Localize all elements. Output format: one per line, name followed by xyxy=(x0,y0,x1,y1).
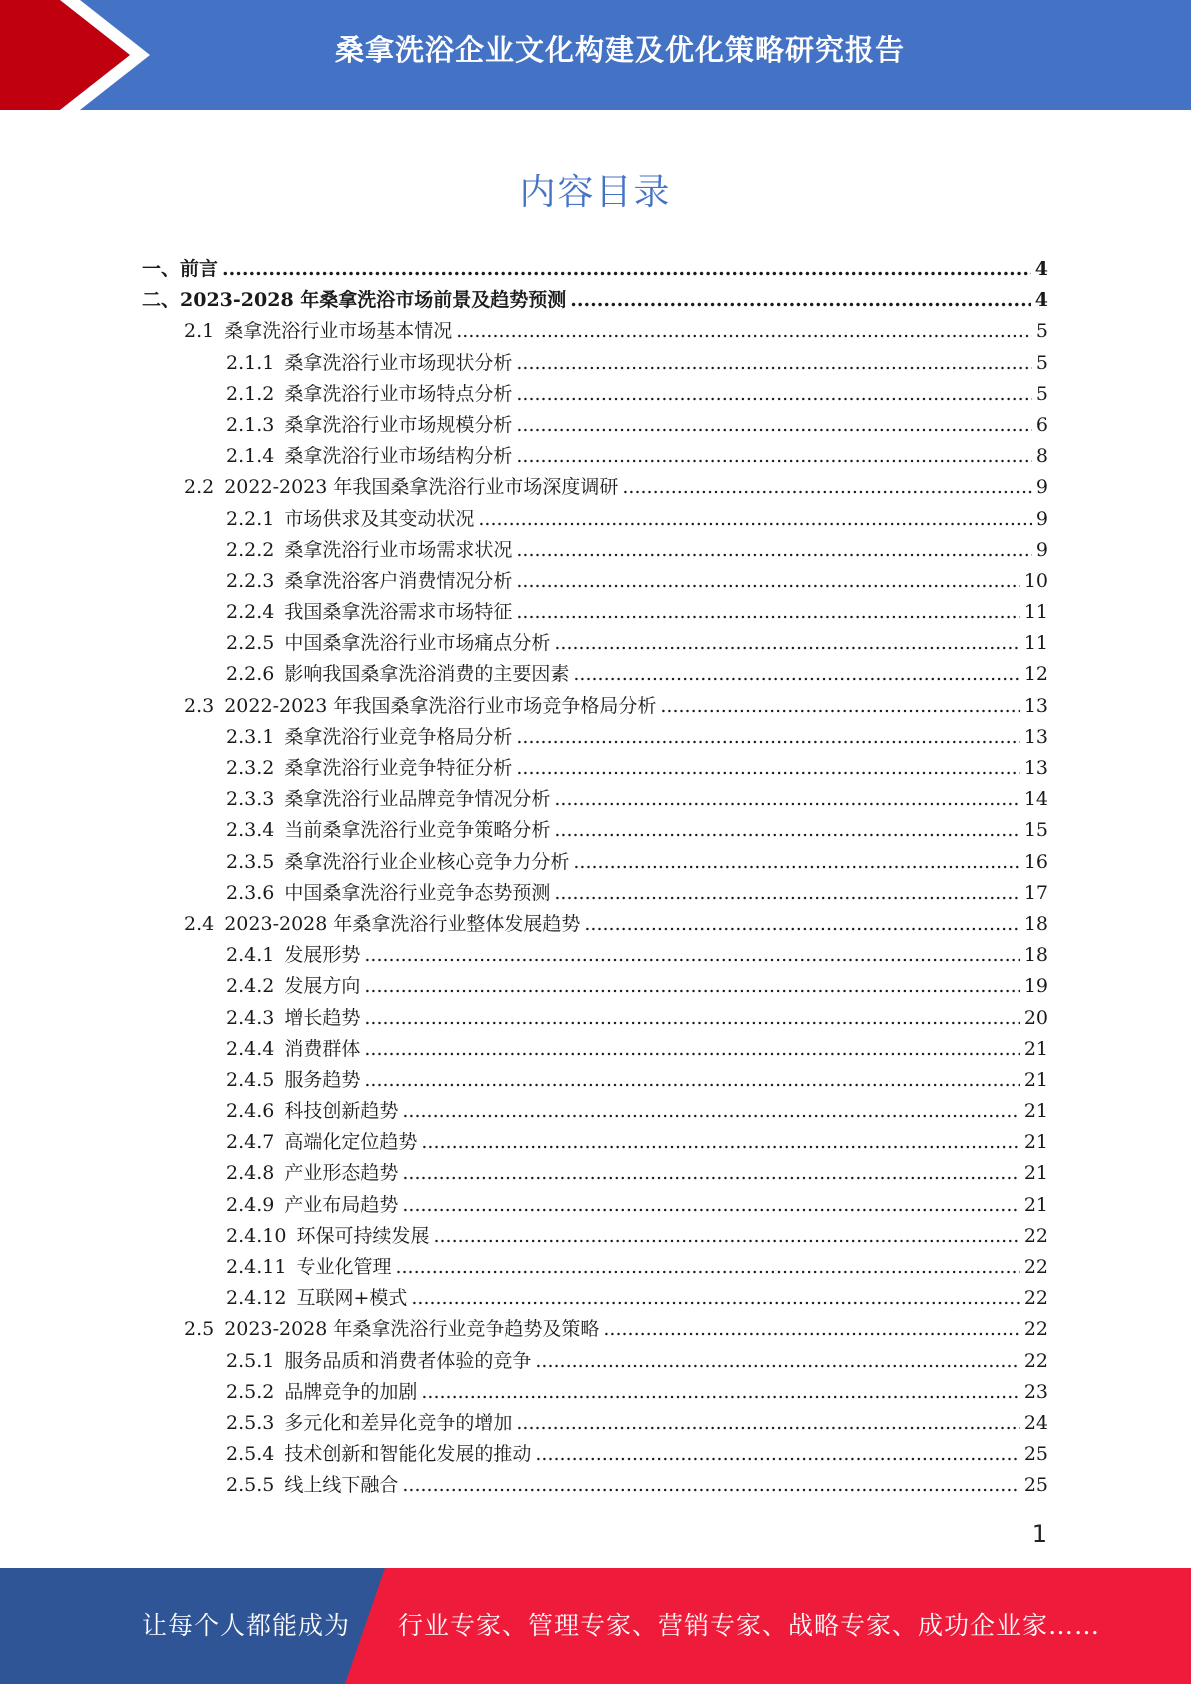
toc-leader-dots xyxy=(402,1190,1019,1221)
header-red-chevron xyxy=(0,0,130,110)
toc-entry[interactable] xyxy=(142,1314,1048,1345)
table-of-contents xyxy=(142,254,1048,1502)
toc-leader-dots xyxy=(554,878,1019,909)
toc-leader-dots xyxy=(554,815,1019,846)
toc-entry-page: 21 xyxy=(1023,1193,1048,1216)
toc-entry-number: 2.2.5 xyxy=(226,632,275,655)
toc-entry-label: 桑拿洗浴行业市场特点分析 xyxy=(284,382,513,405)
toc-leader-dots xyxy=(516,753,1019,784)
toc-entry-page: 25 xyxy=(1023,1474,1048,1497)
toc-entry-number: 2.3.5 xyxy=(226,850,275,873)
toc-entry[interactable] xyxy=(142,847,1048,878)
toc-entry-page: 8 xyxy=(1035,445,1048,468)
toc-entry-number: 2.4.4 xyxy=(226,1037,275,1060)
toc-entry-page: 5 xyxy=(1035,382,1048,405)
toc-entry-number: 2.3.4 xyxy=(226,819,275,842)
toc-entry-number: 2.1 xyxy=(184,320,215,343)
toc-leader-dots xyxy=(584,909,1019,940)
toc-entry-page: 21 xyxy=(1023,1162,1048,1185)
toc-entry-label: 技术创新和智能化发展的推动 xyxy=(284,1443,532,1466)
toc-entry-label: 消费群体 xyxy=(284,1037,361,1060)
toc-entry[interactable] xyxy=(142,784,1048,815)
toc-leader-dots xyxy=(402,1470,1019,1501)
toc-entry-page: 22 xyxy=(1023,1256,1048,1278)
toc-entry-number: 2.4.8 xyxy=(226,1162,275,1185)
toc-leader-dots xyxy=(516,597,1019,628)
toc-leader-dots xyxy=(516,722,1019,753)
toc-entry-page: 21 xyxy=(1023,1131,1048,1154)
toc-entry-number: 二、 xyxy=(142,289,181,312)
toc-entry-number: 2.5.5 xyxy=(226,1474,275,1497)
toc-entry-number: 2.4.7 xyxy=(226,1131,275,1154)
toc-entry-label: 桑拿洗浴行业市场结构分析 xyxy=(284,445,513,468)
toc-entry-number: 2.4 xyxy=(184,912,215,935)
toc-entry-label: 当前桑拿洗浴行业竞争策略分析 xyxy=(284,819,551,842)
toc-leader-dots xyxy=(395,1252,1019,1283)
toc-entry-page: 21 xyxy=(1023,1068,1048,1091)
toc-leader-dots xyxy=(516,535,1032,566)
toc-entry[interactable] xyxy=(142,659,1048,690)
toc-entry-number: 2.2.2 xyxy=(226,538,275,561)
toc-entry-page: 21 xyxy=(1023,1037,1048,1060)
toc-entry-number: 2.5 xyxy=(184,1318,215,1341)
toc-leader-dots xyxy=(535,1439,1019,1470)
toc-entry-number: 2.4.5 xyxy=(226,1068,275,1091)
toc-entry-number: 2.4.3 xyxy=(226,1006,275,1029)
toc-entry[interactable] xyxy=(142,316,1048,347)
toc-entry-page: 9 xyxy=(1035,507,1048,530)
toc-leader-dots xyxy=(603,1314,1019,1345)
toc-leader-dots xyxy=(364,971,1019,1002)
toc-leader-dots xyxy=(516,566,1019,597)
toc-entry-page: 9 xyxy=(1035,538,1048,561)
toc-entry-number: 2.1.4 xyxy=(226,445,275,468)
toc-entry-page: 24 xyxy=(1023,1411,1048,1434)
toc-entry-number: 2.4.10 xyxy=(226,1224,287,1247)
toc-entry-number: 一、 xyxy=(142,258,181,280)
toc-heading: 内容目录 xyxy=(519,172,672,213)
toc-entry[interactable] xyxy=(142,1190,1048,1221)
toc-leader-dots xyxy=(554,784,1019,815)
toc-entry-label: 2023-2028 年桑拿洗浴行业整体发展趋势 xyxy=(224,912,581,935)
toc-entry[interactable] xyxy=(142,1252,1048,1283)
toc-entry[interactable] xyxy=(142,566,1048,597)
toc-entry-label: 桑拿洗浴行业市场规模分析 xyxy=(284,413,513,436)
toc-entry-label: 服务趋势 xyxy=(284,1068,361,1091)
toc-entry[interactable] xyxy=(142,472,1048,503)
toc-entry[interactable] xyxy=(142,597,1048,628)
toc-entry[interactable] xyxy=(142,441,1048,472)
toc-entry-page: 15 xyxy=(1023,819,1048,842)
toc-entry[interactable] xyxy=(142,909,1048,940)
toc-entry-page: 23 xyxy=(1023,1380,1048,1403)
toc-entry-number: 2.5.3 xyxy=(226,1411,275,1434)
toc-entry-page: 22 xyxy=(1023,1318,1048,1341)
toc-leader-dots xyxy=(622,472,1032,503)
toc-entry-page: 10 xyxy=(1023,569,1048,592)
toc-entry-number: 2.2.1 xyxy=(226,507,275,530)
toc-entry-page: 4 xyxy=(1034,258,1048,280)
toc-entry-number: 2.5.4 xyxy=(226,1443,275,1466)
toc-entry-page: 12 xyxy=(1023,663,1048,686)
toc-entry-label: 环保可持续发展 xyxy=(296,1224,430,1247)
toc-leader-dots xyxy=(535,1346,1019,1377)
toc-entry-number: 2.1.3 xyxy=(226,413,275,436)
toc-entry-page: 4 xyxy=(1034,289,1048,312)
toc-entry-page: 21 xyxy=(1023,1100,1048,1123)
toc-leader-dots xyxy=(421,1127,1019,1158)
toc-leader-dots xyxy=(570,285,1030,316)
toc-entry-number: 2.3 xyxy=(184,694,215,717)
toc-entry-label: 增长趋势 xyxy=(284,1006,361,1029)
toc-entry[interactable] xyxy=(142,1470,1048,1501)
report-title: 桑拿洗浴企业文化构建及优化策略研究报告 xyxy=(334,33,905,67)
toc-entry-label: 线上线下融合 xyxy=(284,1474,399,1497)
toc-entry[interactable] xyxy=(142,722,1048,753)
header-band xyxy=(0,0,1191,110)
toc-leader-dots xyxy=(364,1034,1019,1065)
toc-entry[interactable] xyxy=(142,628,1048,659)
toc-entry-label: 发展形势 xyxy=(284,944,361,967)
toc-entry-label: 中国桑拿洗浴行业竞争态势预测 xyxy=(284,881,551,904)
toc-entry-page: 13 xyxy=(1023,757,1048,779)
toc-entry-page: 13 xyxy=(1023,725,1048,748)
toc-entry[interactable] xyxy=(142,285,1048,316)
toc-entry-label: 我国桑拿洗浴需求市场特征 xyxy=(284,601,513,624)
toc-entry-label: 多元化和差异化竞争的增加 xyxy=(284,1411,513,1434)
toc-entry[interactable] xyxy=(142,940,1048,971)
toc-entry-number: 2.2.4 xyxy=(226,601,275,624)
toc-entry-number: 2.4.11 xyxy=(226,1256,287,1278)
toc-leader-dots xyxy=(516,441,1032,472)
toc-entry-page: 16 xyxy=(1023,850,1048,873)
toc-leader-dots xyxy=(364,1003,1019,1034)
toc-leader-dots xyxy=(478,504,1032,535)
footer-slogan-left: 让每个人都能成为 xyxy=(142,1611,351,1640)
toc-leader-dots xyxy=(421,1377,1019,1408)
toc-leader-dots xyxy=(516,379,1032,410)
page-number: 1 xyxy=(1031,1520,1047,1548)
toc-entry-label: 2023-2028 年桑拿洗浴市场前景及趋势预测 xyxy=(180,289,567,312)
toc-entry-page: 22 xyxy=(1023,1287,1048,1310)
toc-entry[interactable] xyxy=(142,1346,1048,1377)
toc-entry-label: 品牌竞争的加剧 xyxy=(284,1380,418,1403)
toc-leader-dots xyxy=(222,254,1031,285)
toc-entry[interactable] xyxy=(142,691,1048,722)
toc-entry[interactable] xyxy=(142,878,1048,909)
toc-entry-label: 影响我国桑拿洗浴消费的主要因素 xyxy=(284,663,570,686)
toc-leader-dots xyxy=(402,1096,1019,1127)
toc-entry-label: 桑拿洗浴行业市场现状分析 xyxy=(284,351,513,374)
toc-entry-label: 科技创新趋势 xyxy=(284,1100,399,1123)
toc-entry-number: 2.3.6 xyxy=(226,881,275,904)
toc-entry[interactable] xyxy=(142,348,1048,379)
toc-leader-dots xyxy=(364,1065,1019,1096)
toc-entry-number: 2.1.2 xyxy=(226,382,275,405)
toc-entry-label: 中国桑拿洗浴行业市场痛点分析 xyxy=(284,632,551,655)
toc-entry-number: 2.4.6 xyxy=(226,1100,275,1123)
toc-entry[interactable] xyxy=(142,1439,1048,1470)
footer-slogan-right: 行业专家、管理专家、营销专家、战略专家、成功企业家…… xyxy=(398,1611,1101,1640)
toc-entry-label: 专业化管理 xyxy=(296,1256,392,1278)
toc-entry-number: 2.2.3 xyxy=(226,569,275,592)
toc-entry-label: 桑拿洗浴行业市场需求状况 xyxy=(284,538,513,561)
toc-entry-number: 2.4.2 xyxy=(226,975,275,998)
toc-entry-label: 桑拿洗浴行业企业核心竞争力分析 xyxy=(284,850,570,873)
toc-leader-dots xyxy=(516,410,1032,441)
toc-entry-label: 前言 xyxy=(180,258,219,280)
toc-entry-page: 19 xyxy=(1023,975,1048,998)
toc-leader-dots xyxy=(402,1158,1019,1189)
toc-entry-label: 服务品质和消费者体验的竞争 xyxy=(284,1349,532,1372)
toc-entry-label: 市场供求及其变动状况 xyxy=(284,507,475,530)
toc-entry-page: 20 xyxy=(1023,1006,1048,1029)
toc-entry[interactable] xyxy=(142,1096,1048,1127)
toc-entry[interactable] xyxy=(142,971,1048,1002)
toc-leader-dots xyxy=(573,659,1019,690)
toc-leader-dots xyxy=(573,847,1019,878)
toc-entry[interactable] xyxy=(142,1221,1048,1252)
toc-leader-dots xyxy=(516,1408,1019,1439)
toc-entry-label: 桑拿洗浴行业竞争特征分析 xyxy=(284,757,513,779)
toc-entry[interactable] xyxy=(142,410,1048,441)
toc-entry-label: 桑拿洗浴行业市场基本情况 xyxy=(224,320,453,343)
toc-entry[interactable] xyxy=(142,1003,1048,1034)
toc-entry-page: 11 xyxy=(1023,601,1048,624)
toc-entry-label: 2022-2023 年我国桑拿洗浴行业市场深度调研 xyxy=(224,476,619,499)
toc-entry-number: 2.4.12 xyxy=(226,1287,287,1310)
toc-entry-label: 发展方向 xyxy=(284,975,361,998)
toc-entry-label: 桑拿洗浴行业品牌竞争情况分析 xyxy=(284,788,551,811)
toc-entry-number: 2.5.1 xyxy=(226,1349,275,1372)
toc-entry[interactable] xyxy=(142,753,1048,784)
toc-entry-number: 2.3.2 xyxy=(226,757,275,779)
toc-entry[interactable] xyxy=(142,1034,1048,1065)
toc-leader-dots xyxy=(433,1221,1019,1252)
toc-entry-page: 22 xyxy=(1023,1224,1048,1247)
toc-entry-number: 2.4.9 xyxy=(226,1193,275,1216)
toc-entry-page: 18 xyxy=(1023,944,1048,967)
toc-leader-dots xyxy=(554,628,1019,659)
toc-entry-number: 2.3.1 xyxy=(226,725,275,748)
toc-leader-dots xyxy=(516,348,1032,379)
toc-entry-label: 桑拿洗浴客户消费情况分析 xyxy=(284,569,513,592)
toc-entry[interactable] xyxy=(142,254,1048,285)
toc-entry[interactable] xyxy=(142,1408,1048,1439)
toc-entry[interactable] xyxy=(142,379,1048,410)
toc-entry-page: 14 xyxy=(1023,788,1048,811)
toc-entry[interactable] xyxy=(142,504,1048,535)
toc-entry-number: 2.5.2 xyxy=(226,1380,275,1403)
toc-entry-label: 产业布局趋势 xyxy=(284,1193,399,1216)
toc-leader-dots xyxy=(364,940,1019,971)
toc-entry[interactable] xyxy=(142,535,1048,566)
toc-entry-page: 22 xyxy=(1023,1349,1048,1372)
toc-entry-page: 13 xyxy=(1023,694,1048,717)
toc-entry-label: 2023-2028 年桑拿洗浴行业竞争趋势及策略 xyxy=(224,1318,600,1341)
toc-entry-page: 9 xyxy=(1035,476,1048,499)
toc-entry[interactable] xyxy=(142,1283,1048,1314)
toc-entry-label: 互联网+模式 xyxy=(296,1287,408,1310)
toc-entry-number: 2.4.1 xyxy=(226,944,275,967)
toc-leader-dots xyxy=(456,316,1032,347)
toc-entry-page: 25 xyxy=(1023,1443,1048,1466)
toc-leader-dots xyxy=(411,1283,1019,1314)
toc-entry-page: 5 xyxy=(1035,351,1048,374)
toc-entry-number: 2.2 xyxy=(184,476,215,499)
toc-entry-page: 5 xyxy=(1035,320,1048,343)
toc-entry-number: 2.1.1 xyxy=(226,351,275,374)
toc-entry[interactable] xyxy=(142,1158,1048,1189)
toc-entry-page: 18 xyxy=(1023,912,1048,935)
toc-entry-page: 11 xyxy=(1023,632,1048,655)
toc-entry-number: 2.3.3 xyxy=(226,788,275,811)
footer-band xyxy=(0,1568,1191,1684)
toc-entry[interactable] xyxy=(142,1127,1048,1158)
toc-entry-label: 2022-2023 年我国桑拿洗浴行业市场竞争格局分析 xyxy=(224,694,657,717)
toc-entry-page: 17 xyxy=(1023,881,1048,904)
toc-entry[interactable] xyxy=(142,1065,1048,1096)
toc-entry[interactable] xyxy=(142,1377,1048,1408)
toc-entry-page: 6 xyxy=(1035,413,1048,436)
toc-entry-number: 2.2.6 xyxy=(226,663,275,686)
toc-entry-label: 桑拿洗浴行业竞争格局分析 xyxy=(284,725,513,748)
toc-entry-label: 高端化定位趋势 xyxy=(284,1131,418,1154)
toc-leader-dots xyxy=(660,691,1019,722)
toc-entry-label: 产业形态趋势 xyxy=(284,1162,399,1185)
toc-entry[interactable] xyxy=(142,815,1048,846)
